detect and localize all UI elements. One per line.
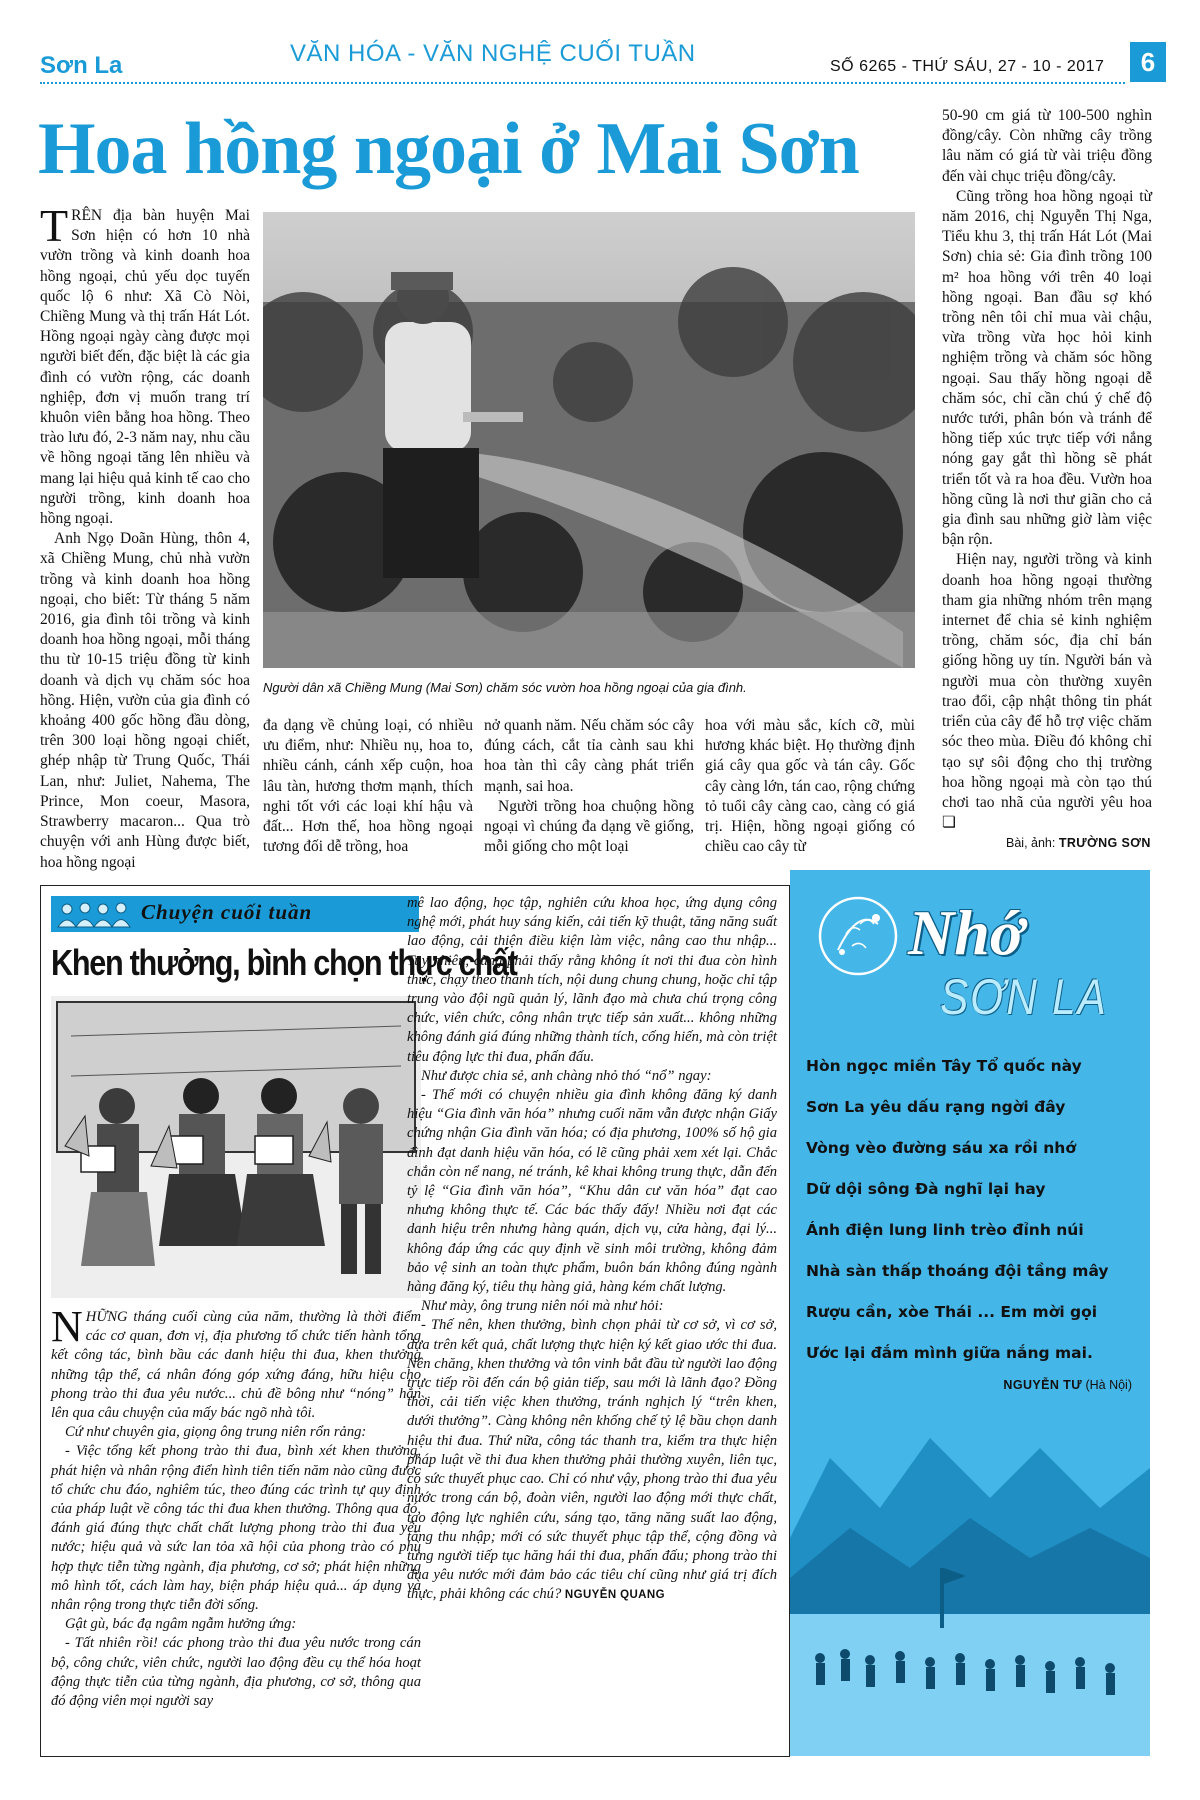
banner-label: Chuyện cuối tuần [141,900,313,924]
weekend-story-box [40,885,790,1757]
weekend-story-title: Khen thưởng, bình chọn thực chất [51,942,517,983]
poet-place: (Hà Nội) [1085,1378,1132,1392]
paragraph: - Thế mới có chuyện nhiều gia đình không đăng ký danh hiệu “Gia đình văn hóa” nhưng cuối năm vẫn được nhận Giấy chứng nhận Gia đình văn hóa; có địa phương, 100% số hộ gia đình đạt danh hiệu văn hóa, có lẽ cũng phải xem xét lại. Chắc chắn còn nể nang, né tránh, kê khai không trung thực, dẫn đến tỷ lệ “Gia đình văn hóa”, “Khu dân cư văn hóa” đạt cao nhưng không thực tế. Các bác thấy đấy! Nhiều nơi đạt các danh hiệu trên nhưng hàng quán, dịch vụ, cửa hàng, đại lý... không đáp ứng các quy định về sinh môi trường, không đảm bảo vệ sinh an toàn thực phẩm, buôn bán không đúng ngành hàng đăng ký, tiêu thụ hàng giả, hàng kém chất lượng. [407,1087,777,1296]
paragraph: Gật gù, bác đạ ngâm ngẫm hưởng ứng: [65,1616,297,1633]
poem-title-primary: Nhớ [908,897,1025,968]
article-column-1 [40,200,250,873]
article-column-2 [263,716,473,857]
paragraph: đa dạng về chủng loại, có nhiều ưu điểm, như: Nhiều nụ, hoa to, nhiều cánh, cánh xếp cuộn, hoa lâu tàn, hương thơm mạnh, thích nghi tốt với các loại khí hậu và đất... Hơn thế, hoa hồng ngoại tương đối dễ trồng, hoa [263,717,473,856]
article-column-3 [484,716,694,857]
paragraph: - Việc tổng kết phong trào thi đua, bình xét khen thưởng, phát hiện và nhân rộng điển hình tiên tiến năm nào cũng được tổ chức chu đáo, nghiêm túc, theo đúng các trình tự quy định của pháp luật về công tác thi đua khen thưởng. Thông qua đó, đánh giá đúng thực chất chất lượng phong trào thi đua yêu nước; hiệu quả và sức lan tỏa xã hội của phong trào có phù hợp thực tiễn từng ngành, địa phương, cơ sở; phát hiện những mô hình tốt, cách làm hay, biện pháp hiệu quả... áp dụng và nhân rộng trong thực tiễn đời sống. [51,1443,421,1614]
article-column-4 [705,716,915,857]
people-group-icon [55,900,137,928]
poem-line: Ước lại đắm mình giữa nắng mai. [806,1344,1093,1362]
paper-name: Sơn La [40,52,123,79]
paragraph: Như được chia sẻ, anh chàng nhỏ thó “nổ” ngay: [421,1067,712,1084]
dropcap: N [51,1302,83,1351]
page-number: 6 [1130,42,1166,82]
weekend-story-left-column [51,1302,421,1711]
garden-photo-illustration [263,212,915,668]
byline-prefix: Bài, ảnh: [1006,836,1056,850]
poem-author [1003,1378,1132,1392]
weekend-story-author: NGUYỄN QUANG [564,1589,665,1602]
poem-line: Sơn La yêu dấu rạng ngời đây [806,1098,1066,1116]
poem-box [790,870,1150,1756]
paragraph: Cũng trồng hoa hồng ngoại từ năm 2016, chị Nguyễn Thị Nga, Tiểu khu 3, thị trấn Hát Lót (Mai Sơn) chia sẻ: Gia đình trồng 100 m² hoa hồng với trên 40 loại hồng ngoại. Ban đầu sợ khó trồng nên tôi chỉ mua vài chậu, vừa trồng vừa học hỏi kinh nghiệm trồng và chăm sóc hồng ngoại. Sau thấy hồng ngoại dễ chăm sóc, chỉ cần chú ý chế độ nước tưới, phân bón và tránh để hồng tiếp xúc trực tiếp với nắng nóng gay gắt thì hồng sẽ phát triển tốt và ra hoa đều. Vườn hoa hồng cũng là nơi thư giãn cho cả gia đình sau những giờ làm việc bận rộn. [942,187,1152,549]
paragraph: Như mày, ông trung niên nói mà như hỏi: [421,1298,664,1315]
paragraph: hoa với màu sắc, kích cỡ, mùi hương khác biệt. Họ thường định giá cây qua gốc và tán cây. Gốc cây càng lớn, tán cao, rộng chứng tỏ tuổi cây càng cao, càng có giá trị. Hiện, hồng ngoại giống có chiều cao cây từ [705,717,915,856]
poem-line: Dữ dội sông Đà nghĩ lại hay [806,1180,1046,1198]
photo-caption: Người dân xã Chiềng Mung (Mai Sơn) chăm sóc vườn hoa hồng ngoại của gia đình. [263,680,747,695]
award-ceremony-cartoon [51,996,421,1298]
paragraph: Hiện nay, người trồng và kinh doanh hoa hồng ngoại thường tham gia những nhóm trên mạng internet để chia sẻ kinh nghiệm trồng, chăm sóc, địa chỉ bán giống hồng uy tín. Người bán và người mua còn thường xuyên trao đổi, cập nhật thông tin phát triển của cây để hỗ trợ việc chăm sóc theo mùa. Điều đó không chỉ tạo sự sôi động cho thị trường hoa hồng ngoại mà còn tạo thú chơi tao nhã của người yêu hoa ❏ [942,551,1152,832]
poem-line: Rượu cần, xòe Thái ... Em mời gọi [806,1303,1098,1321]
article-byline [1006,836,1151,850]
paragraph: mê lao động, học tập, nghiên cứu khoa học, ứng dụng công nghệ mới, phát huy sáng kiến, cải tiến kỹ thuật, tăng năng suất lao động, cải thiện điều kiện làm việc, nâng cao thu nhập... Tuy nhiên, cũng phải thấy rằng không ít nơi thi đua còn hình thức, chạy theo thành tích, nội dung chung chung, hoặc chỉ tập trung vào đội ngũ quản lý, lãnh đạo mà chưa chú trọng công chức, viên chức, công nhân trực tiếp sản xuất... không những không đánh giá đúng những thành tích, cống hiến, mà còn triệt tiêu động lực thi đua, phấn đấu. [407,895,777,1065]
paragraph: - Tất nhiên rồi! các phong trào thi đua yêu nước trong cán bộ, công chức, viên chức, người lao động đều cụ thể hóa hoạt động thực tiễn của từng ngành, địa phương, cơ sở, thông qua đó động viên mọi người say [51,1635,421,1710]
poem-line: Hòn ngọc miền Tây Tổ quốc này [806,1057,1082,1075]
poem-line: Nhà sàn thấp thoáng đội tầng mây [806,1262,1109,1280]
paragraph: nở quanh năm. Nếu chăm sóc cây đúng cách, cắt tỉa cành sau khi hoa tàn thì cây càng phát triển mạnh, sai hoa. [484,717,694,795]
paragraph: HỮNG tháng cuối cùng của năm, thường là thời điểm các cơ quan, đơn vị, địa phương tổ chức tiến hành tổng kết công tác, bình bầu các danh hiệu thi đua, khen thưởng những tập thể, cá nhân đóng góp xứng đáng, hữu hiệu cho phong trào thi đua yêu nước... chủ đề bông như “nóng” hẳn lên qua câu chuyện của mấy bác ngõ nhà tôi. [51,1309,421,1422]
section-title: VĂN HÓA - VĂN NGHỆ CUỐI TUẦN [290,40,696,67]
issue-date: SỐ 6265 - THỨ SÁU, 27 - 10 - 2017 [830,58,1105,75]
byline-author: TRƯỜNG SƠN [1058,836,1151,850]
poem-body [806,1046,1136,1374]
festival-photo [790,1418,1150,1756]
paragraph: Anh Ngọ Doãn Hùng, thôn 4, xã Chiềng Mung, chủ nhà vườn trồng và kinh doanh hoa hồng ngoại, cho biết: Từ tháng 5 năm 2016, gia đình tôi trồng và kinh doanh hoa hồng ngoại, mỗi tháng thu từ 10-15 triệu đồng từ kinh doanh và dịch vụ chăm sóc hoa hồng. Hiện, vườn của gia đình có khoảng 400 gốc hồng đầu dòng, trên 300 loại hồng ngoại chiết, ghép nhập từ Trung Quốc, Thái Lan, như: Juliet, Nahema, The Prince, Mon coeur, Masora, Strawberry macaron... Qua trò chuyện với anh Hùng được biết, hoa hồng ngoại [40,530,250,871]
paragraph: 50-90 cm giá từ 100-500 nghìn đồng/cây. Còn những cây trồng lâu năm có giá từ vài triệu đồng đến vài chục triệu đồng/cây. [942,107,1152,185]
poem-line: Ánh điện lung linh trèo đỉnh núi [806,1221,1084,1239]
cartoon-illustration [51,996,421,1298]
article-column-5 [942,106,1152,833]
poem-line: Vòng vèo đường sáu xa rồi nhớ [806,1139,1076,1157]
festival-scene-illustration [790,1418,1150,1756]
article-photo [263,212,915,668]
weekend-story-banner [51,896,419,932]
header-divider [40,82,1125,84]
paragraph: RÊN địa bàn huyện Mai Sơn hiện có hơn 10 nhà vườn trồng và kinh doanh hoa hồng ngoại, chủ yếu dọc tuyến quốc lộ 6 như: Xã Cò Nòi, Chiềng Mung và thị trấn Hát Lót. Hồng ngoại ngày càng được mọi người biết đến, đặc biệt là các gia đình có vườn rộng, các doanh nghiệp, đơn vị muốn trang trí khuôn viên bằng hoa hồng. Theo trào lưu đó, 2-3 năm nay, nhu cầu về hồng ngoại tăng lên nhiều và mang lại hiệu quả kinh tế cao cho người trồng, kinh doanh hoa hồng ngoại. [40,207,250,528]
article-headline: Hoa hồng ngoại ở Mai Sơn [38,108,859,190]
poet-name: NGUYỄN TƯ [1003,1378,1082,1392]
poem-title-secondary: SƠN LA [940,969,1108,1025]
paragraph: - Thế nên, khen thưởng, bình chọn phải từ cơ sở, vì cơ sở, dựa trên kết quả, chất lượng thực hiện ký kết giao ước thi đua. Nên chăng, khen thưởng và tôn vinh bắt đầu từ người lao động trực tiếp rồi đến cán bộ giản tiếp, sau mới là lãnh đạo? Đồng thời, cải tiến việc khen thưởng, tránh nghịch lý “trên khen, dưới thưởng”. Càng không nên khống chế tỷ lệ bầu chọn danh hiệu thi đua. Thứ nữa, công tác thanh tra, kiểm tra thực hiện pháp luật về thi đua khen thưởng phải thường xuyên, liên tục, có sức thuyết phục cao. Chỉ có như vậy, phong trào thi đua yêu nước trong cán bộ, đoàn viên, người lao động mới thực chất, tạo động lực nghiên cứu, sáng tạo, tăng năng suất lao động, tăng thu nhập; mới có sức thuyết phục tập thể, cộng đồng và từng người tiếp tục hăng hái thi đua, phấn đấu; phong trào thi đua yêu nước mới đảm bảo các tiêu chí cũng như giá trị đích thực, phải không các chú? [407,1317,777,1603]
masthead [40,38,1160,84]
paragraph: Người trồng hoa chuộng hồng ngoại vì chúng đa dạng về giống, mỗi giống cho một loại [484,797,694,856]
paragraph: Cứ như chuyên gia, giọng ông trung niên rổn rảng: [65,1424,367,1441]
dropcap: T [40,200,69,251]
weekend-story-right-column [407,894,777,1606]
flower-emblem-icon [816,894,900,978]
